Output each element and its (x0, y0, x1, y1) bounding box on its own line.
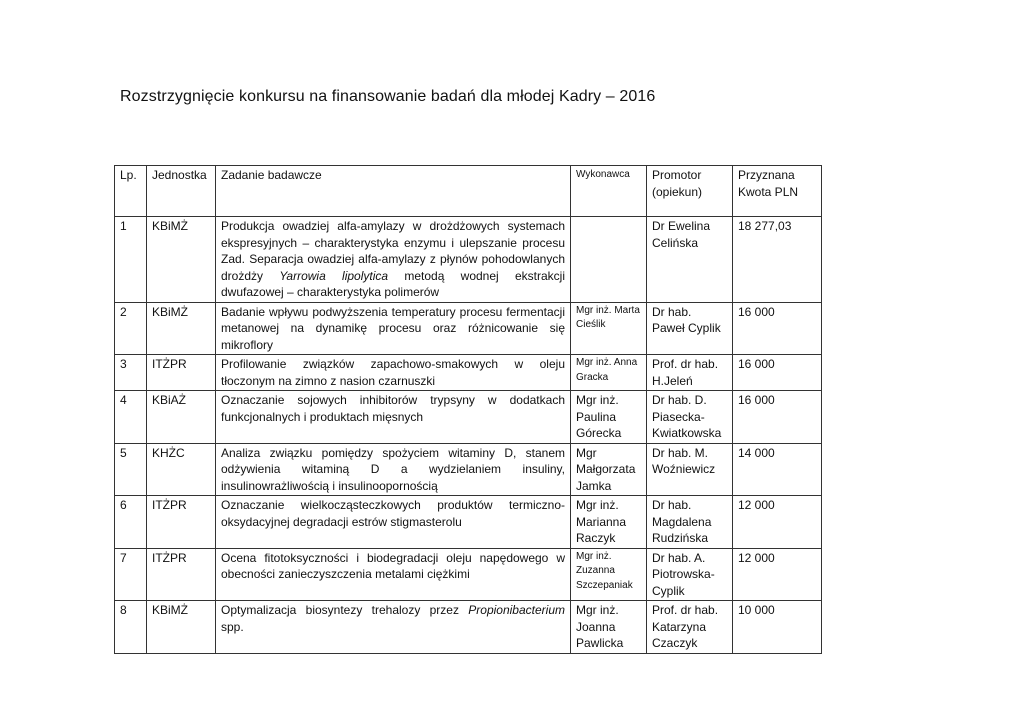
task-italic-species: Yarrowia lipolytica (279, 268, 389, 283)
task-text: Oznaczanie wielkocząsteczkowych produktów termiczno-oksydacyjnej degradacji estrów stigmasterolu (221, 498, 565, 529)
task-text: Ocena fitotoksyczności i biodegradacji oleju napędowego w obecności zanieczyszczenia metalami ciężkimi (221, 550, 565, 581)
task-text: Produkcja owadziej alfa-amylazy w drożdżowych systemach ekspresyjnych – charakterystyka enzymu i ulepszanie procesu Zad. Separacja owadziej alfa-amylazy z płynów pohodowlanych drożdży (221, 219, 565, 283)
cell-promotor: Prof. dr hab. H.Jeleń (647, 355, 733, 391)
cell-jednostka: KBiMŻ (147, 302, 216, 355)
cell-promotor: Dr hab. A. Piotrowska-Cyplik (647, 548, 733, 601)
cell-wykonawca: Mgr inż. Zuzanna Szczepaniak (571, 548, 647, 601)
cell-wykonawca: Mgr inż. Anna Gracka (571, 355, 647, 391)
cell-kwota: 18 277,03 (733, 217, 822, 303)
cell-zadanie (216, 548, 571, 601)
cell-jednostka: ITŻPR (147, 355, 216, 391)
cell-lp: 6 (115, 496, 147, 549)
cell-lp: 2 (115, 302, 147, 355)
page-title: Rozstrzygnięcie konkursu na finansowanie badań dla młodej Kadry – 2016 (120, 88, 656, 105)
cell-kwota: 12 000 (733, 496, 822, 549)
cell-jednostka: KBiMŻ (147, 601, 216, 654)
cell-lp: 7 (115, 548, 147, 601)
cell-kwota: 12 000 (733, 548, 822, 601)
cell-zadanie (216, 391, 571, 444)
cell-wykonawca: Mgr inż. Marta Cieślik (571, 302, 647, 355)
cell-jednostka: ITŻPR (147, 496, 216, 549)
task-text: Optymalizacja biosyntezy trehalozy przez (221, 603, 469, 617)
cell-promotor: Dr hab. Magdalena Rudzińska (647, 496, 733, 549)
table-row (115, 355, 822, 391)
header-wykonawca: Wykonawca (571, 166, 647, 217)
task-text: Oznaczanie sojowych inhibitorów trypsyny w dodatkach funkcjonalnych i produktach mięsnych (221, 393, 565, 424)
cell-zadanie (216, 217, 571, 303)
cell-wykonawca (571, 217, 647, 303)
table-row (115, 443, 822, 496)
header-jednostka: Jednostka (147, 166, 216, 217)
table-row (115, 302, 822, 355)
table-body (115, 217, 822, 654)
table-row (115, 601, 822, 654)
cell-lp: 1 (115, 217, 147, 303)
cell-zadanie (216, 302, 571, 355)
table-row (115, 217, 822, 303)
results-table (114, 165, 822, 654)
cell-wykonawca: Mgr inż. Joanna Pawlicka (571, 601, 647, 654)
cell-jednostka: ITŻPR (147, 548, 216, 601)
header-lp: Lp. (115, 166, 147, 217)
cell-kwota: 16 000 (733, 391, 822, 444)
cell-promotor: Prof. dr hab. Katarzyna Czaczyk (647, 601, 733, 654)
cell-wykonawca: Mgr Małgorzata Jamka (571, 443, 647, 496)
table-row (115, 496, 822, 549)
task-text: Badanie wpływu podwyższenia temperatury procesu fermentacji metanowej na dynamikę procesu oraz różnicowanie się mikroflory (221, 304, 565, 352)
cell-lp: 4 (115, 391, 147, 444)
cell-promotor: Dr hab. D. Piasecka-Kwiatkowska (647, 391, 733, 444)
header-promotor: Promotor (opiekun) (647, 166, 733, 217)
task-text: Analiza związku pomiędzy spożyciem witaminy D, stanem odżywienia witaminą D a wydzielaniem insuliny, insulinowrażliwością i insulinoopornością (221, 445, 565, 493)
task-text: Profilowanie związków zapachowo-smakowych w oleju tłoczonym na zimno z nasion czarnuszki (221, 357, 565, 388)
cell-jednostka: KBiMŻ (147, 217, 216, 303)
cell-zadanie (216, 355, 571, 391)
task-text-end: metodą wodnej ekstrakcji dwufazowej – charakterystyka polimerów (221, 268, 565, 299)
table-row (115, 548, 822, 601)
cell-lp: 5 (115, 443, 147, 496)
header-zadanie: Zadanie badawcze (216, 166, 571, 217)
cell-promotor: Dr Ewelina Celińska (647, 217, 733, 303)
cell-kwota: 16 000 (733, 355, 822, 391)
cell-zadanie (216, 443, 571, 496)
cell-lp: 8 (115, 601, 147, 654)
cell-kwota: 16 000 (733, 302, 822, 355)
table-row (115, 391, 822, 444)
cell-promotor: Dr hab. M. Woźniewicz (647, 443, 733, 496)
task-text-end: spp. (221, 619, 244, 634)
cell-kwota: 14 000 (733, 443, 822, 496)
header-kwota: Przyznana Kwota PLN (733, 166, 822, 217)
cell-promotor: Dr hab. Paweł Cyplik (647, 302, 733, 355)
cell-jednostka: KBiAŻ (147, 391, 216, 444)
cell-jednostka: KHŻC (147, 443, 216, 496)
cell-zadanie (216, 601, 571, 654)
cell-wykonawca: Mgr inż. Paulina Górecka (571, 391, 647, 444)
table-header-row (115, 166, 822, 217)
cell-kwota: 10 000 (733, 601, 822, 654)
task-italic-species: Propionibacterium (468, 603, 565, 617)
cell-lp: 3 (115, 355, 147, 391)
cell-wykonawca: Mgr inż. Marianna Raczyk (571, 496, 647, 549)
cell-zadanie (216, 496, 571, 549)
